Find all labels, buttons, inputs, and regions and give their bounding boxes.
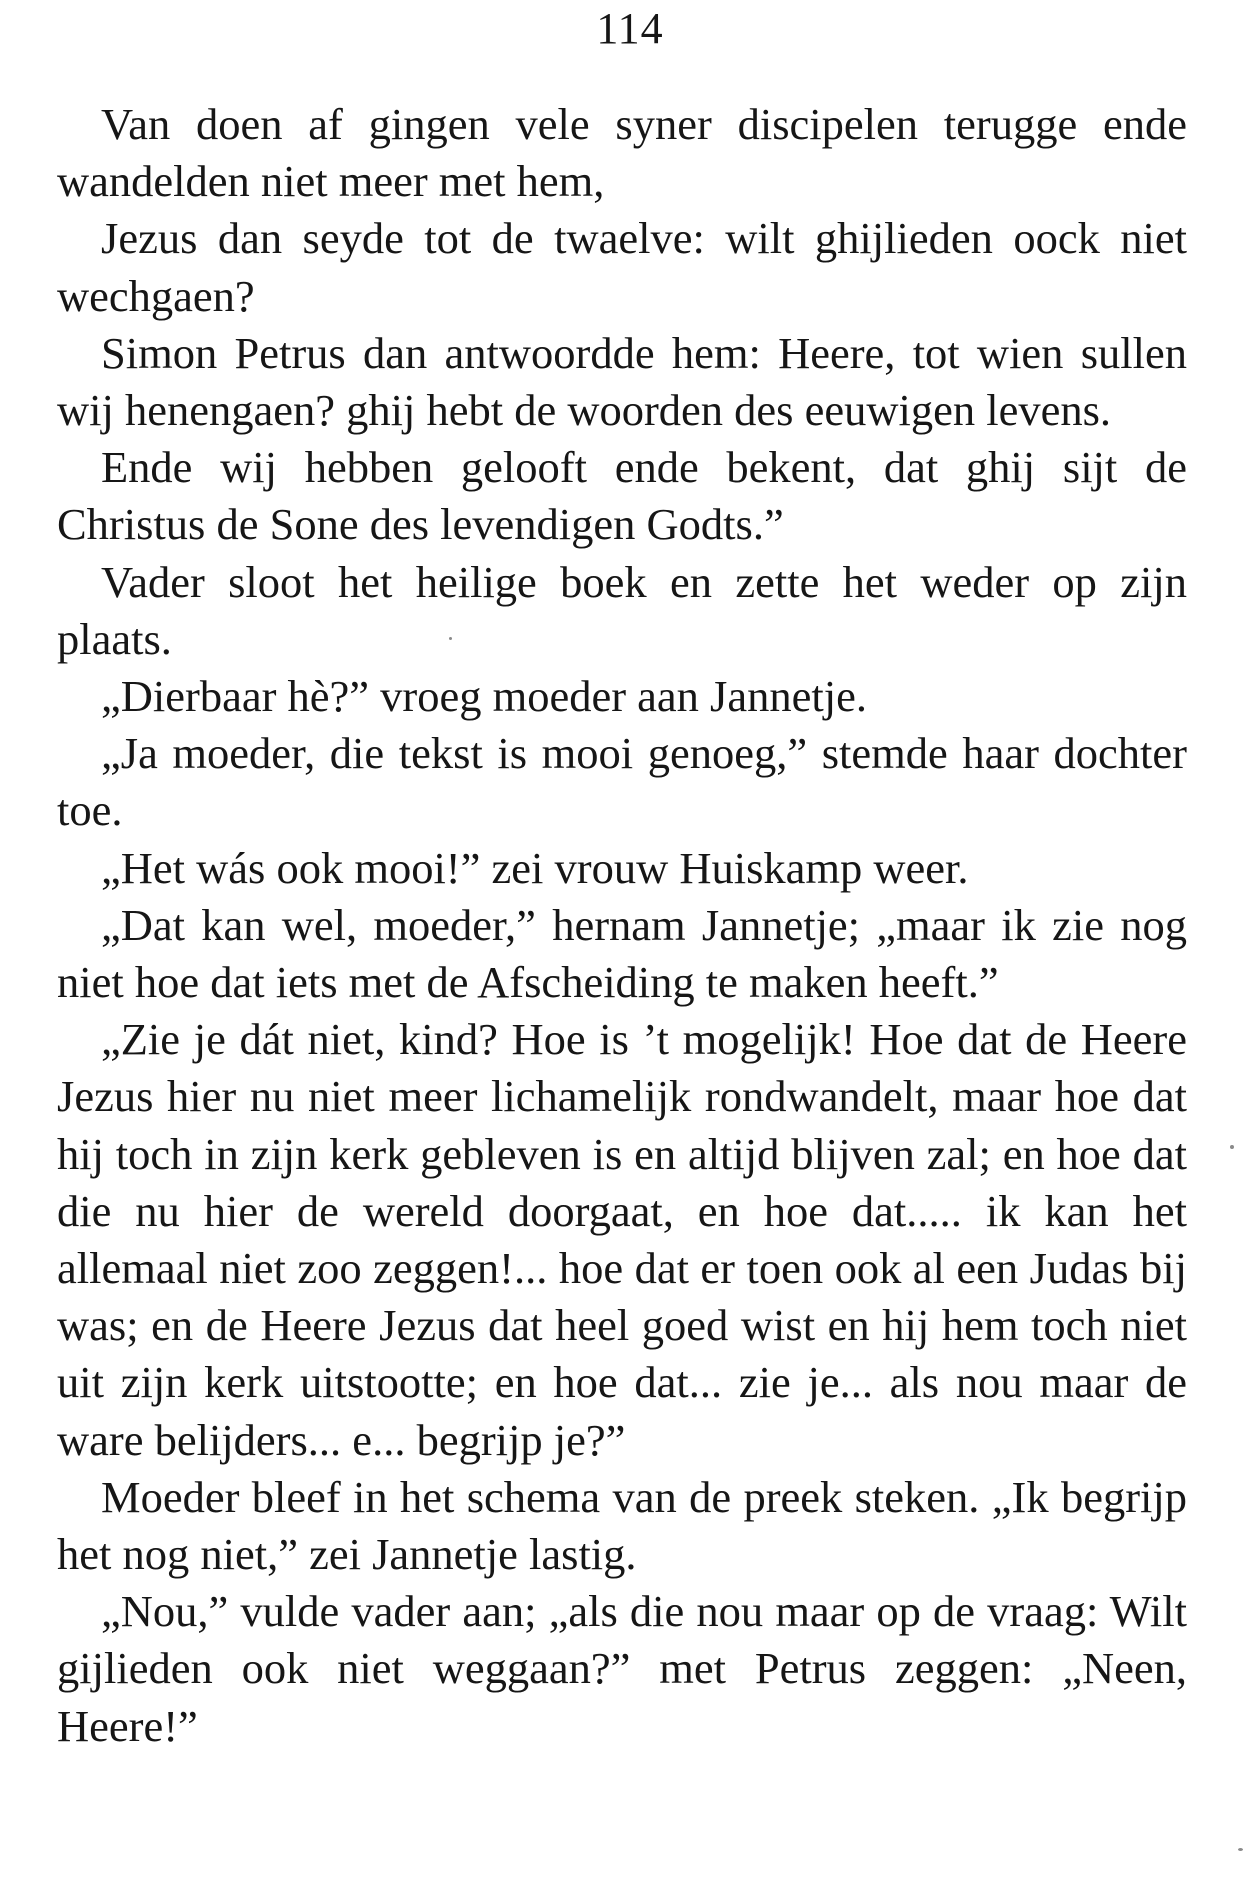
page-number: 114	[596, 4, 664, 53]
paragraph-6: „Dierbaar hè?” vroeg moeder aan Jannetje.	[101, 671, 867, 722]
paragraph-5: Vader sloot het heilige boek en zette het weder op zijn plaats.	[57, 556, 1187, 664]
paragraph-2: Jezus dan seyde tot de twaelve: wilt ghijlieden oock niet wechgaen?	[57, 213, 1187, 321]
page-text-body	[57, 96, 1187, 1755]
paragraph-9: „Dat kan wel, moeder,” hernam Jannetje; „maar ik zie nog niet hoe dat iets met de Afscheiding te maken heeft.”	[57, 899, 1187, 1008]
paragraph-1: Van doen af gingen vele syner discipelen terugge ende wandelden niet meer met hem,	[57, 99, 1187, 207]
paragraph-8: „Het wás ook mooi!” zei vrouw Huiskamp weer.	[101, 842, 969, 893]
paragraph-3: Simon Petrus dan antwoordde hem: Heere, tot wien sullen wij henengaen? ghij hebt de woorden des eeuwigen levens.	[57, 327, 1187, 436]
scan-speck	[449, 637, 452, 640]
paragraph-12: „Nou,” vulde vader aan; „als die nou maar op de vraag: Wilt gijlieden ook niet weggaan?” met Petrus zeggen: „Neen, Heere!”	[57, 1586, 1187, 1751]
paragraph-11: Moeder bleef in het schema van de preek steken. „Ik begrijp het nog niet,” zei Jannetje lastig.	[57, 1471, 1187, 1580]
scan-speck	[1230, 1145, 1234, 1149]
paragraph-10: „Zie je dát niet, kind? Hoe is ’t mogelijk! Hoe dat de Heere Jezus hier nu niet meer lichamelijk rondwandelt, maar hoe dat hij toch in zijn kerk gebleven is en altijd blijven zal; en hoe dat die nu hier de wereld doorgaat, en hoe dat..... ik kan het allemaal niet zoo zeggen!... hoe dat er toen ook al een Judas bij was; en de Heere Jezus dat heel goed wist en hij hem toch niet uit zijn kerk uitstootte; en hoe dat... zie je... als nou maar de ware belijders... e... begrijp je?”	[57, 1014, 1187, 1465]
paragraph-7: „Ja moeder, die tekst is mooi genoeg,” stemde haar dochter toe.	[57, 728, 1187, 836]
paragraph-4: Ende wij hebben gelooft ende bekent, dat ghij sijt de Christus de Sone des levendigen Godts.”	[57, 442, 1187, 550]
scan-speck	[1238, 1848, 1243, 1851]
